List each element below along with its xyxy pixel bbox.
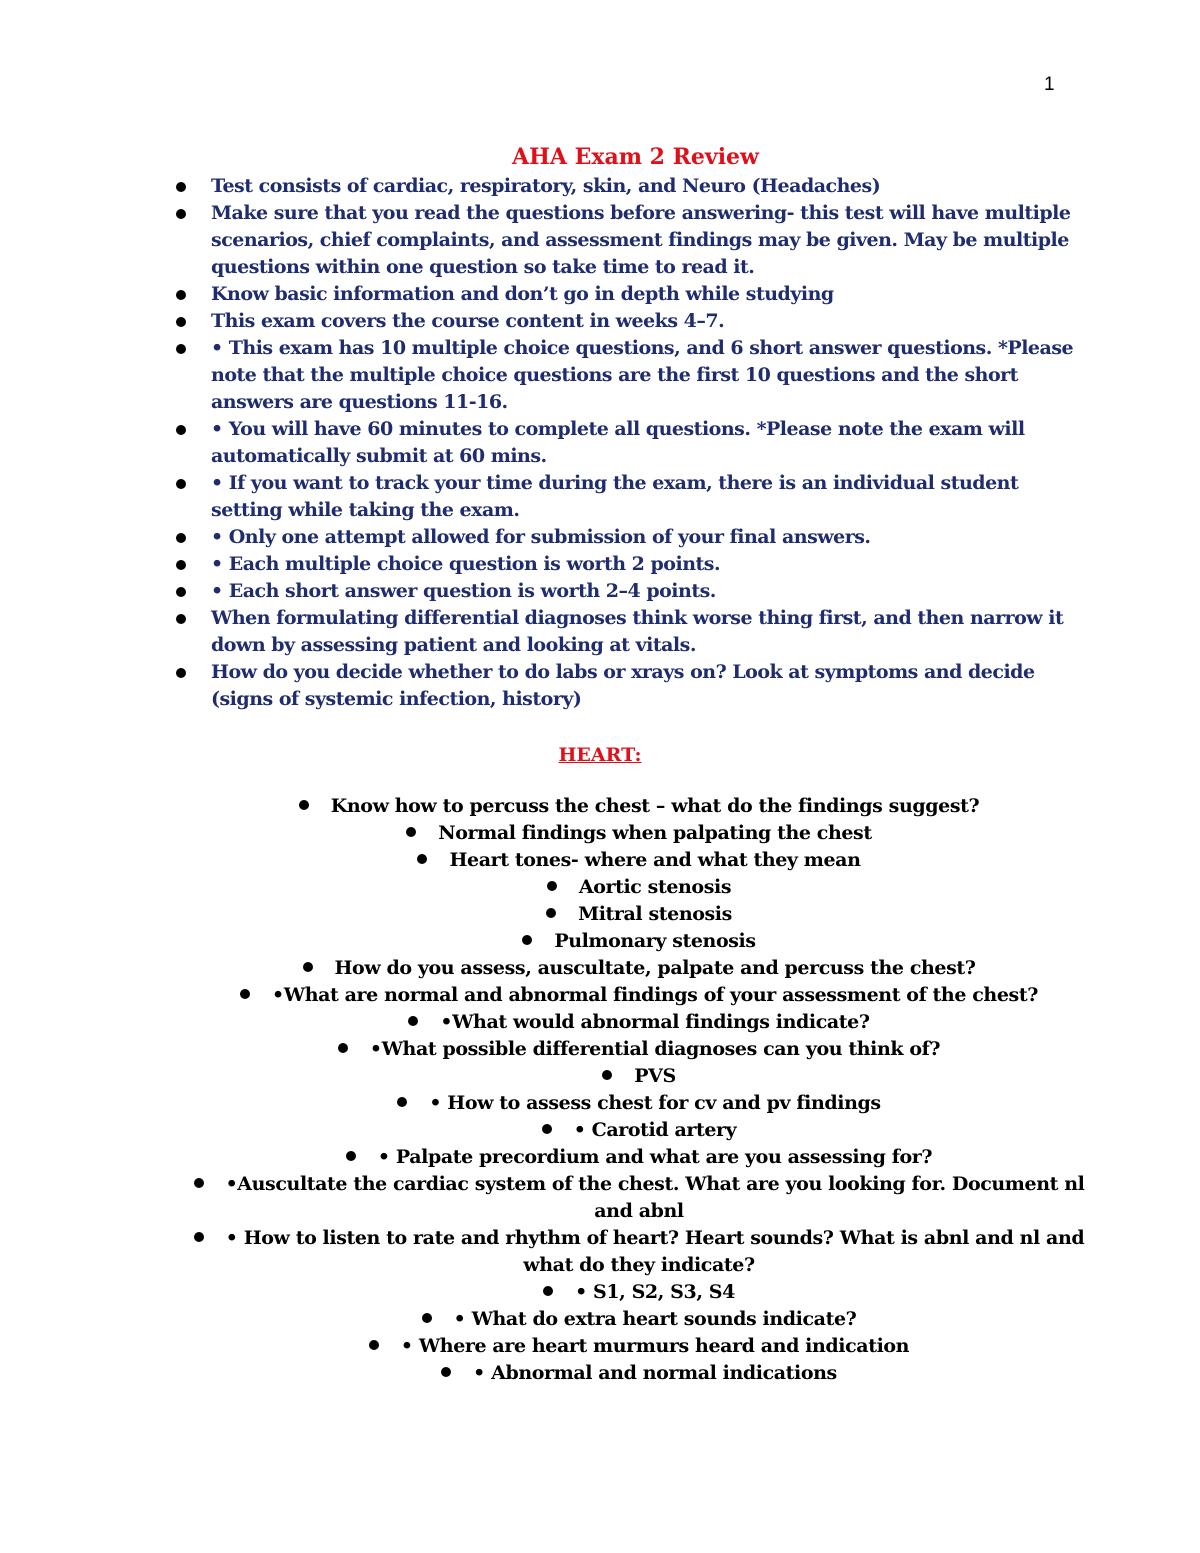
list-item [178, 1171, 1100, 1225]
bullet-dot-icon [176, 344, 186, 354]
list-item-text: •What would abnormal findings indicate? [440, 1011, 870, 1033]
list-item-text: • You will have 60 minutes to complete all questions. *Please note the exam will automatically submit at 60 mins. [211, 418, 1025, 467]
list-item [178, 1225, 1100, 1279]
bullet-dot-icon [176, 614, 186, 624]
list-item [0, 524, 1075, 551]
list-item-text: Know basic information and don’t go in depth while studying [211, 283, 834, 305]
bullet-dot-icon [417, 854, 427, 864]
bullet-dot-icon [547, 881, 557, 891]
bullet-dot-icon [176, 560, 186, 570]
bullet-dot-icon [176, 209, 186, 219]
bullet-dot-icon [176, 425, 186, 435]
bullet-dot-icon [408, 1016, 418, 1026]
list-item-text: When formulating differential diagnoses think worse thing first, and then narrow it down by assessing patient and looking at vitals. [211, 607, 1064, 656]
bullet-dot-icon [176, 290, 186, 300]
list-item [0, 173, 1075, 200]
bullet-dot-icon [176, 182, 186, 192]
list-item [0, 578, 1075, 605]
list-item-text: Test consists of cardiac, respiratory, skin, and Neuro (Headaches) [211, 175, 881, 197]
list-item [178, 1009, 1100, 1036]
list-item [0, 416, 1075, 470]
list-item-text: • S1, S2, S3, S4 [575, 1281, 735, 1303]
bullet-dot-icon [406, 827, 416, 837]
list-item [0, 200, 1075, 281]
list-item [178, 1360, 1100, 1387]
list-item [178, 1144, 1100, 1171]
bullet-dot-icon [194, 1178, 204, 1188]
list-item [178, 982, 1100, 1009]
list-item-text: PVS [634, 1065, 676, 1087]
bullet-dot-icon [176, 587, 186, 597]
document-title: AHA Exam 2 Review [512, 144, 759, 170]
list-item [178, 1036, 1100, 1063]
list-item-text: • If you want to track your time during the exam, there is an individual student setting while taking the exam. [211, 472, 1019, 521]
list-item [0, 551, 1075, 578]
list-item-text: • Each short answer question is worth 2–4 points. [211, 580, 716, 602]
list-item-text: • Where are heart murmurs heard and indication [400, 1335, 910, 1357]
bullet-dot-icon [194, 1232, 204, 1242]
bullet-dot-icon [546, 908, 556, 918]
bullet-dot-icon [299, 800, 309, 810]
bullet-dot-icon [542, 1124, 552, 1134]
list-item-text: • How to listen to rate and rhythm of heart? Heart sounds? What is abnl and nl and what do they indicate? [225, 1227, 1085, 1276]
bullet-dot-icon [176, 533, 186, 543]
list-item-text: How do you decide whether to do labs or xrays on? Look at symptoms and decide (signs of systemic infection, history) [211, 661, 1035, 710]
list-item [178, 1279, 1100, 1306]
list-item-text: • Each multiple choice question is worth 2 points. [211, 553, 721, 575]
list-item [178, 874, 1100, 901]
page-number: 1 [1044, 74, 1055, 95]
list-item-text: This exam covers the course content in weeks 4–7. [211, 310, 725, 332]
list-item [178, 1306, 1100, 1333]
list-item [178, 955, 1100, 982]
list-item [0, 281, 1075, 308]
bullet-dot-icon [422, 1313, 432, 1323]
bullet-dot-icon [338, 1043, 348, 1053]
list-item-text: • Only one attempt allowed for submission of your final answers. [211, 526, 871, 548]
bullet-dot-icon [176, 668, 186, 678]
bullet-dot-icon [176, 479, 186, 489]
list-item [178, 1333, 1100, 1360]
list-item [178, 1117, 1100, 1144]
list-item-text: • Carotid artery [573, 1119, 737, 1141]
list-item [0, 470, 1075, 524]
bullet-dot-icon [522, 935, 532, 945]
list-item-text: Heart tones- where and what they mean [449, 849, 861, 871]
bullet-dot-icon [303, 962, 313, 972]
list-item-text: Know how to percuss the chest – what do the findings suggest? [330, 795, 980, 817]
list-item [0, 659, 1075, 713]
list-item-text: • This exam has 10 multiple choice questions, and 6 short answer questions. *Please note that the multiple choice questions are the first 10 questions and the short answers are questions 11-16. [211, 337, 1074, 413]
list-item [0, 308, 1075, 335]
bullet-dot-icon [441, 1367, 451, 1377]
intro-bullet-list [0, 173, 1075, 713]
list-item-text: • Palpate precordium and what are you assessing for? [377, 1146, 933, 1168]
list-item-text: Make sure that you read the questions before answering- this test will have multiple scenarios, chief complaints, and assessment findings may be given. May be multiple questions within one question so take time to read it. [211, 202, 1071, 278]
list-item-text: • Abnormal and normal indications [473, 1362, 837, 1384]
list-item [0, 605, 1075, 659]
list-item-text: Pulmonary stenosis [554, 930, 756, 952]
heart-section-heading: HEART: [558, 744, 642, 766]
bullet-dot-icon [369, 1340, 379, 1350]
bullet-dot-icon [543, 1286, 553, 1296]
list-item [0, 335, 1075, 416]
list-item [178, 1063, 1100, 1090]
bullet-dot-icon [240, 989, 250, 999]
list-item-text: • What do extra heart sounds indicate? [453, 1308, 857, 1330]
list-item [178, 901, 1100, 928]
bullet-dot-icon [346, 1151, 356, 1161]
list-item [178, 1090, 1100, 1117]
list-item-text: •What are normal and abnormal findings of your assessment of the chest? [272, 984, 1038, 1006]
bullet-dot-icon [397, 1097, 407, 1107]
list-item-text: •What possible differential diagnoses can you think of? [369, 1038, 941, 1060]
list-item [178, 928, 1100, 955]
bullet-dot-icon [176, 317, 186, 327]
list-item-text: • How to assess chest for cv and pv findings [429, 1092, 881, 1114]
list-item [178, 847, 1100, 874]
list-item-text: How do you assess, auscultate, palpate and percuss the chest? [334, 957, 976, 979]
list-item-text: Aortic stenosis [578, 876, 732, 898]
list-item-text: •Auscultate the cardiac system of the chest. What are you looking for. Document nl and abnl [225, 1173, 1085, 1222]
list-item-text: Normal findings when palpating the chest [438, 822, 872, 844]
list-item [178, 820, 1100, 847]
heart-bullet-list [178, 793, 1100, 1387]
bullet-dot-icon [602, 1070, 612, 1080]
list-item-text: Mitral stenosis [578, 903, 732, 925]
list-item [178, 793, 1100, 820]
